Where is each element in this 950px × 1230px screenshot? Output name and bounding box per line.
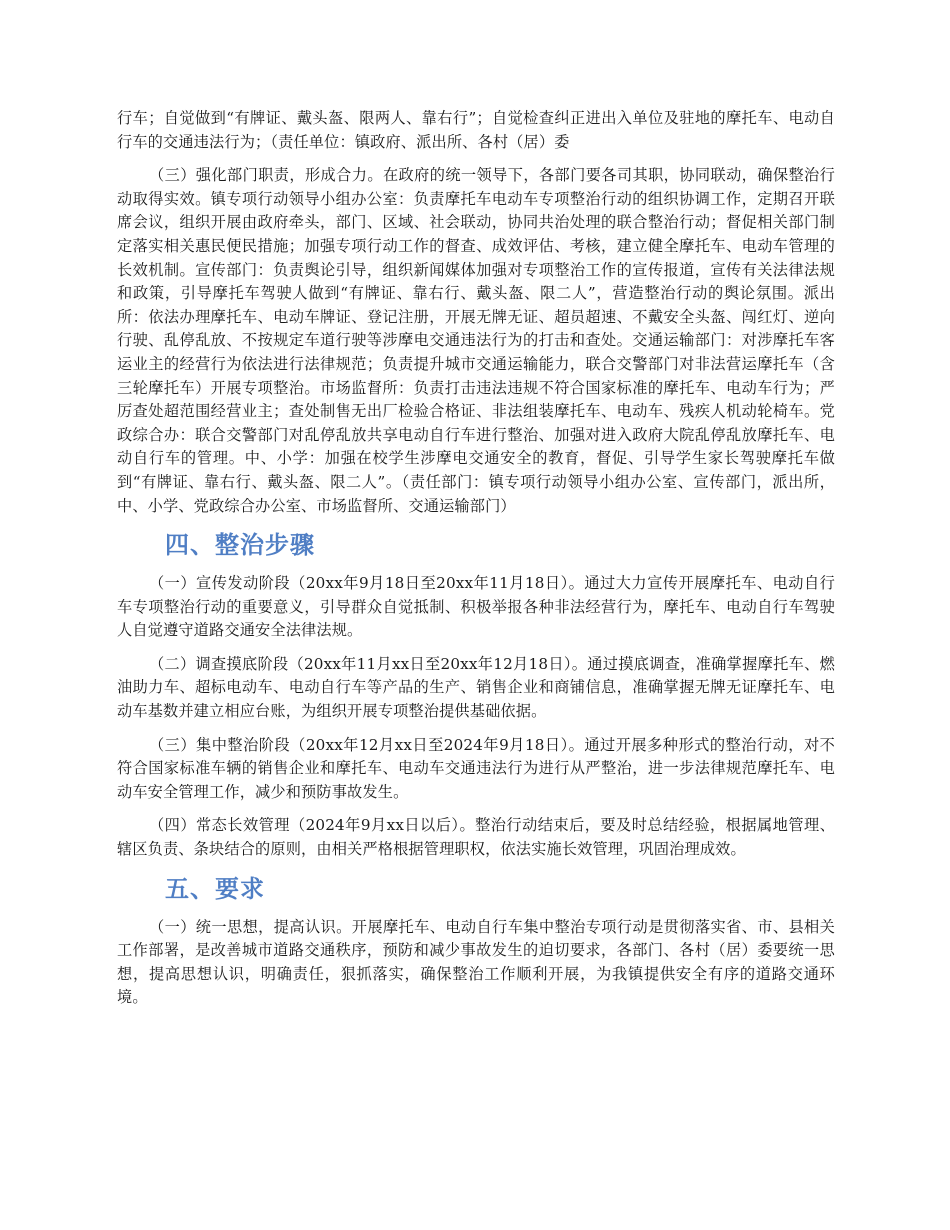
paragraph-section4-item3: （三）集中整治阶段（20xx年12月xx日至2024年9月18日）。通过开展多种形式的整治行动，对不符合国家标准车辆的销售企业和摩托车、电动车交通违法行为进行从严整治，进一步法律规范摩托车、电动车安全管理工作，减少和预防事故发生。: [117, 735, 835, 801]
paragraph-section4-item2: （二）调查摸底阶段（20xx年11月xx日至20xx年12月18日）。通过摸底调查，准确掌握摩托车、燃油助力车、超标电动车、电动自行车等产品的生产、销售企业和商铺信息，准确掌握无牌无证摩托车、电动车基数并建立相应台账，为组织开展专项整治提供基础依据。: [117, 654, 835, 721]
paragraph-section4-item1: （一）宣传发动阶段（20xx年9月18日至20xx年11月18日）。通过大力宣传开展摩托车、电动自行车专项整治行动的重要意义，引导群众自觉抵制、积极举报各种非法经营行为，摩托车、电动自行车驾驶人自觉遵守道路交通安全法律法规。: [117, 574, 835, 640]
paragraph-continued: 行车；自觉做到“有牌证、戴头盔、限两人、靠右行”；自觉检查纠正进出入单位及驻地的摩托车、电动自行车的交通违法行为；（责任单位：镇政府、派出所、各村（居）委: [117, 109, 835, 151]
section-heading-5: 五、要求: [165, 874, 265, 903]
section-heading-4: 四、整治步骤: [165, 531, 315, 560]
paragraph-section3-item3: （三）强化部门职责，形成合力。在政府的统一领导下，各部门要各司其职，协同联动，确保整治行动取得实效。镇专项行动领导小组办公室：负责摩托车电动车专项整治行动的组织协调工作，定期召开联席会议，组织开展由政府牵头，部门、区域、社会联动，协同共治处理的联合整治行动；督促相关部门制定落实相关惠民便民措施；加强专项行动工作的督查、成效评估、考核，建立健全摩托车、电动车管理的长效机制。宣传部门：负责舆论引导，组织新闻媒体加强对专项整治工作的宣传报道，宣传有关法律法规和政策，引导摩托车驾驶人做到“有牌证、靠右行、戴头盔、限二人”，营造整治行动的舆论氛围。派出所：依法办理摩托车、电动车牌证、登记注册，开展无牌无证、超员超速、不戴安全头盔、闯红灯、逆向行驶、乱停乱放、不按规定车道行驶等涉摩电交通违法行为的打击和查处。交通运输部门：对涉摩托车客运业主的经营行为依法进行法律规范；负责提升城市交通运输能力，联合交警部门对非法营运摩托车（含三轮摩托车）开展专项整治。市场监督所：负责打击违法违规不符合国家标准的摩托车、电动车行为；严厉查处超范围经营业主；查处制售无出厂检验合格证、非法组装摩托车、电动车、残疾人机动轮椅车。党政综合办：联合交警部门对乱停乱放共享电动自行车进行整治、加强对进入政府大院乱停乱放摩托车、电动自行车的管理。中、小学：加强在校学生涉摩电交通安全的教育，督促、引导学生家长驾驶摩托车做到“有牌证、靠右行、戴头盔、限二人”。（责任部门：镇专项行动领导小组办公室、宣传部门，派出所，中、小学、党政综合办公室、市场监督所、交通运输部门）: [117, 166, 835, 515]
paragraph-section5-item1: （一）统一思想，提高认识。开展摩托车、电动自行车集中整治专项行动是贯彻落实省、市、县相关工作部署，是改善城市道路交通秩序，预防和减少事故发生的迫切要求，各部门、各村（居）委要统一思想，提高思想认识，明确责任，狠抓落实，确保整治工作顺利开展，为我镇提供安全有序的道路交通环境。: [117, 917, 835, 1007]
paragraph-section4-item4: （四）常态长效管理（2024年9月xx日以后）。整治行动结束后，要及时总结经验，根据属地管理、辖区负责、条块结合的原则，由相关严格根据管理职权，依法实施长效管理，巩固治理成效。: [117, 816, 835, 859]
document-body: [117, 107, 835, 1020]
